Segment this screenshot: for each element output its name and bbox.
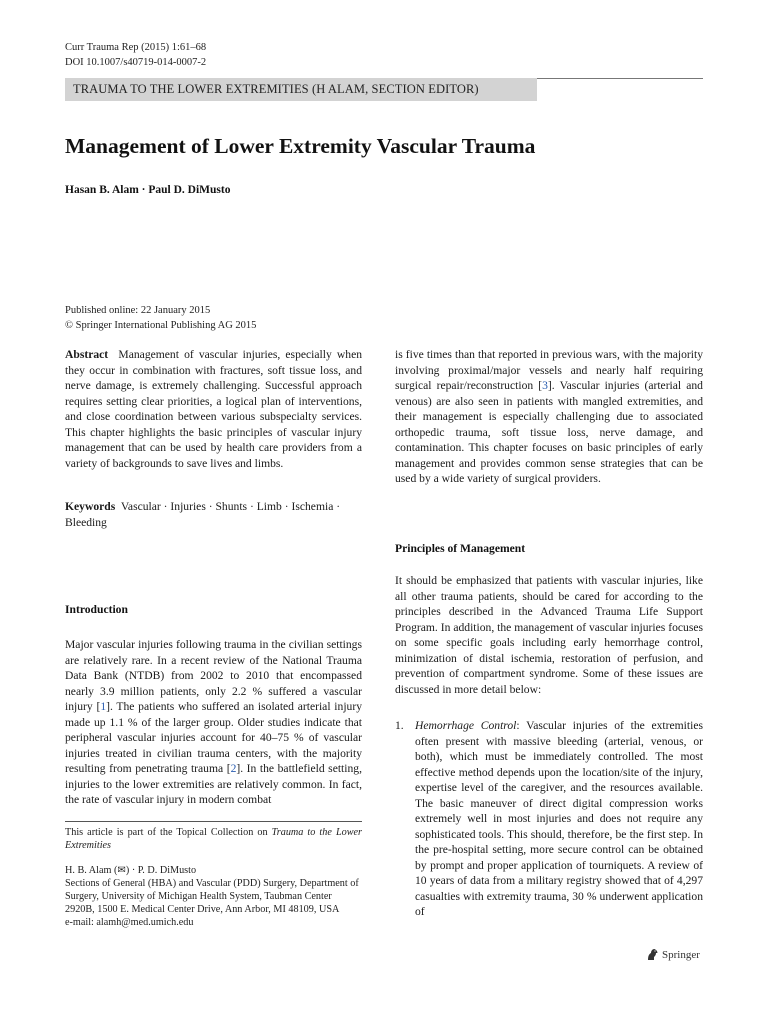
publisher-logo [646, 948, 700, 961]
copyright: © Springer International Publishing AG 2015 [65, 320, 257, 331]
springer-horse-icon [646, 948, 659, 961]
collection-prefix: This article is part of the Topical Collection on [65, 827, 272, 838]
published-online: Published online: 22 January 2015 [65, 305, 211, 316]
affiliation-names: H. B. Alam (✉) · P. D. DiMusto [65, 865, 197, 876]
affiliation-text: Sections of General (HBA) and Vascular (PDD) Surgery, Department of Surgery, University of Michigan Health System, Taubman Center 2920B, 1500 E. Medical Center Drive, Ann Arbor, MI 48109, USA [65, 878, 359, 915]
footnote-rule [65, 821, 362, 822]
abstract-text: Management of vascular injuries, especially when they occur in combination with fractures, soft tissue loss, and nerve damage, is extremely challenging. Successful approach requires setting clear priorities, a logical plan of interventions, and close coordination between various subspecialty services. This chapter highlights the basic principles of vascular injury management that can be used by health care providers from a variety of backgrounds to save lives and limbs. [65, 348, 363, 470]
authors: Hasan B. Alam · Paul D. DiMusto [65, 184, 231, 196]
collection-title: Trauma to the Lower Extremities [65, 827, 362, 851]
keywords-label: Keywords [65, 500, 116, 513]
principles-paragraph [395, 573, 703, 697]
right-intro-text-a: is five times than that reported in previous wars, with the majority involving proximal/major vessels and nearly half requiring surgical repair/reconstruction [ [395, 348, 703, 392]
right-intro-text-b: ]. Vascular injuries (arterial and venous) are also seen in patients with mangled extremities, and their management is especially challenging due to associated orthopedic trauma, soft tissue loss, nerve damage, and contamination. This chapter focuses on basic principles of early management and provides common sense strategies that can be used by a wide variety of surgical providers. [395, 379, 703, 485]
collection-note [65, 826, 362, 852]
list-item-title: Hemorrhage Control [415, 719, 517, 732]
doi: DOI 10.1007/s40719-014-0007-2 [65, 57, 207, 68]
keywords-text: Vascular · Injuries · Shunts · Limb · Ischemia · Bleeding [65, 500, 341, 529]
affiliation [65, 864, 362, 929]
introduction-paragraph [65, 637, 362, 808]
principles-heading: Principles of Management [395, 542, 526, 555]
article-title: Management of Lower Extremity Vascular Trauma [65, 134, 536, 158]
publisher-name: Springer [662, 948, 700, 961]
intro-text-c: ]. In the battlefield setting, injuries to the lower extremities are relatively common. In fact, the rate of vascular injury in modern combat [65, 762, 362, 806]
principles-text: It should be emphasized that patients with vascular injuries, like all other trauma patients, should be cared for according to the principles described in the Advanced Trauma Life Support Program. In addition, the management of vascular injuries focuses on some specific goals including early hemorrhage control, minimization of distal ischemia, restoration of perfusion, and prevention of compartment syndrome. Some of these issues are discussed in more detail below: [395, 574, 703, 696]
intro-text-b: ]. The patients who suffered an isolated arterial injury made up 1.1 % of the larger group. Older studies indicate that peripheral vascular injuries account for 40–75 % of vascular injuries treated in civilian trauma centers, with the majority resulting from penetrating trauma [ [65, 700, 362, 775]
intro-text-a: Major vascular injuries following trauma in the civilian settings are relatively rare. In a recent review of the National Trauma Data Bank (NTDB) from 2002 to 2010 that encompassed nearly 3.9 million patients, only 2.2 % suffered a vascular injury [ [65, 638, 362, 713]
abstract [65, 347, 362, 471]
intro-continued [395, 347, 703, 487]
author-email[interactable]: e-mail: alamh@med.umich.edu [65, 917, 194, 928]
list-number-1: 1. [395, 719, 404, 732]
publication-info [65, 303, 256, 333]
list-item-hemorrhage-control [415, 718, 703, 920]
citation-link-1[interactable]: 1 [100, 700, 107, 713]
keywords [65, 499, 362, 530]
list-item-text: : Vascular injuries of the extremities often present with massive bleeding (arterial, venous, or both), which must be immediately controlled. The most effective method depends upon the location/site of the injury, expertise level of the caregiver, and the resources available. The basic maneuver of direct digital compression works extremely well in most injuries and does not require any sophisticated tools. This should, therefore, be the first step. In the pre-hospital setting, more secure control can be obtained by prompt and proper application of tourniquets. A review of 10 years of data from a military registry showed that of 4,297 casualties with extremity trauma, 30 % underwent application of [415, 719, 703, 918]
citation-link-2[interactable]: 2 [230, 762, 237, 775]
citation-link-3[interactable]: 3 [542, 379, 548, 392]
journal-reference: Curr Trauma Rep (2015) 1:61–68 [65, 42, 207, 53]
introduction-heading: Introduction [65, 603, 128, 616]
abstract-label: Abstract [65, 348, 109, 361]
section-band: TRAUMA TO THE LOWER EXTREMITIES (H ALAM, SECTION EDITOR) [65, 78, 537, 101]
